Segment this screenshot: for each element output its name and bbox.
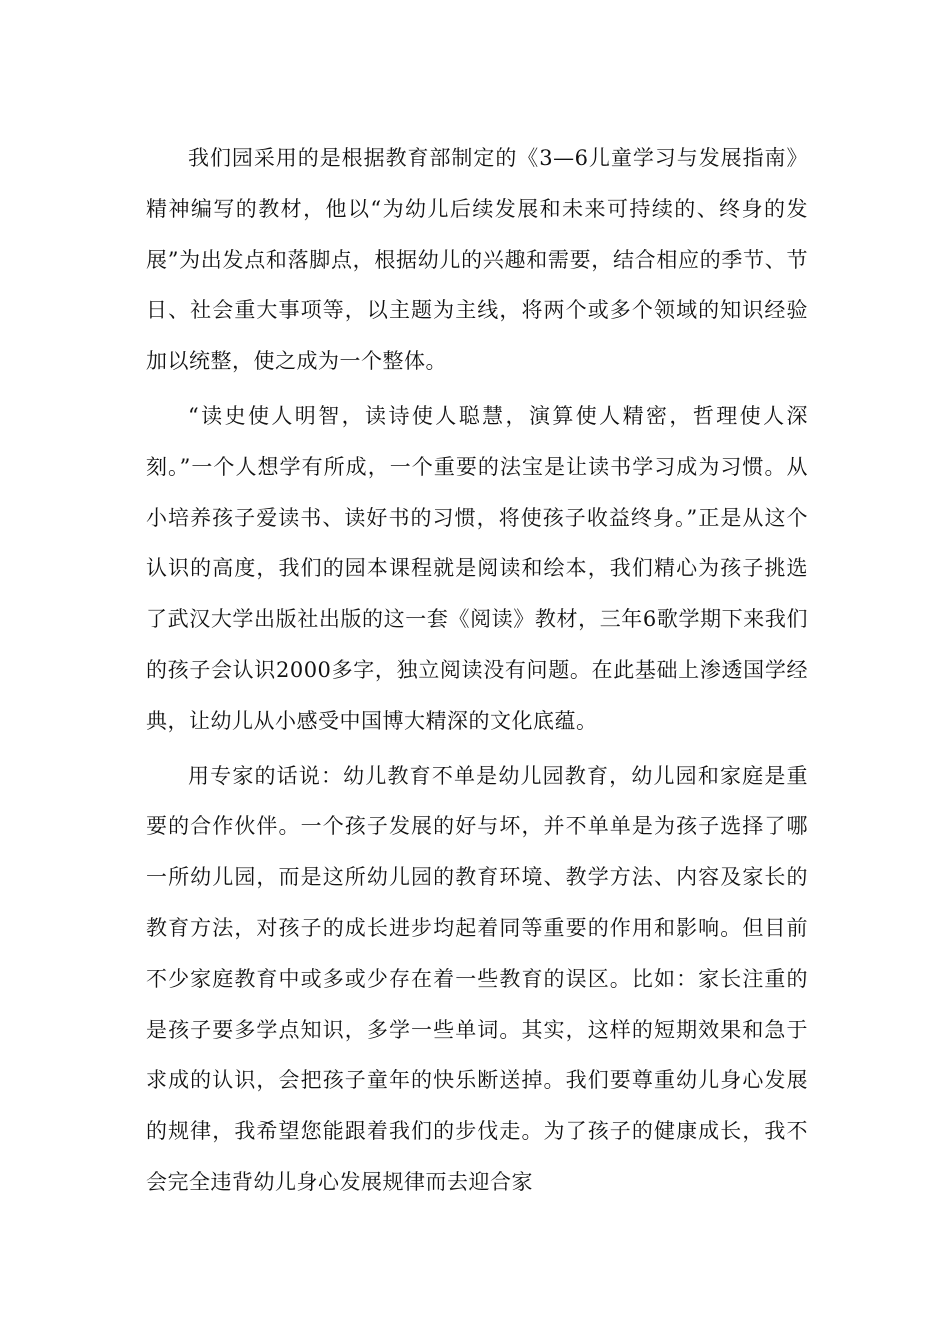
body-text <box>146 133 808 1208</box>
paragraph-curriculum: 我们园采用的是根据教育部制定的《3—6儿童学习与发展指南》精神编写的教材，他以“为幼儿后续发展和未来可持续的、终身的发展”为出发点和落脚点，根据幼儿的兴趣和需要，结合相应的季节、节日、社会重大事项等，以主题为主线，将两个或多个领域的知识经验加以统整，使之成为一个整体。 <box>146 146 808 374</box>
paragraph-home-school: 用专家的话说：幼儿教育不单是幼儿园教育，幼儿园和家庭是重要的合作伙伴。一个孩子发展的好与坏，并不单单是为孩子选择了哪一所幼儿园，而是这所幼儿园的教育环境、教学方法、内容及家长的教育方法，对孩子的成长进步均起着同等重要的作用和影响。但目前不少家庭教育中或多或少存在着一些教育的误区。比如：家长注重的是孩子要多学点知识，多学一些单词。其实，这样的短期效果和急于求成的认识，会把孩子童年的快乐断送掉。我们要尊重幼儿身心发展的规律，我希望您能跟着我们的步伐走。为了孩子的健康成长，我不会完全违背幼儿身心发展规律而去迎合家 <box>146 763 808 1194</box>
paragraph-reading: “读史使人明智，读诗使人聪慧，演算使人精密，哲理使人深刻。”一个人想学有所成，一个重要的法宝是让读书学习成为习惯。从小培养孩子爱读书、读好书的习惯，将使孩子收益终身。”正是从这个认识的高度，我们的园本课程就是阅读和绘本，我们精心为孩子挑选了武汉大学出版社出版的这一套《阅读》教材，三年6歌学期下来我们的孩子会认识2000多字，独立阅读没有问题。在此基础上渗透国学经典，让幼儿从小感受中国博大精深的文化底蕴。 <box>146 403 808 733</box>
